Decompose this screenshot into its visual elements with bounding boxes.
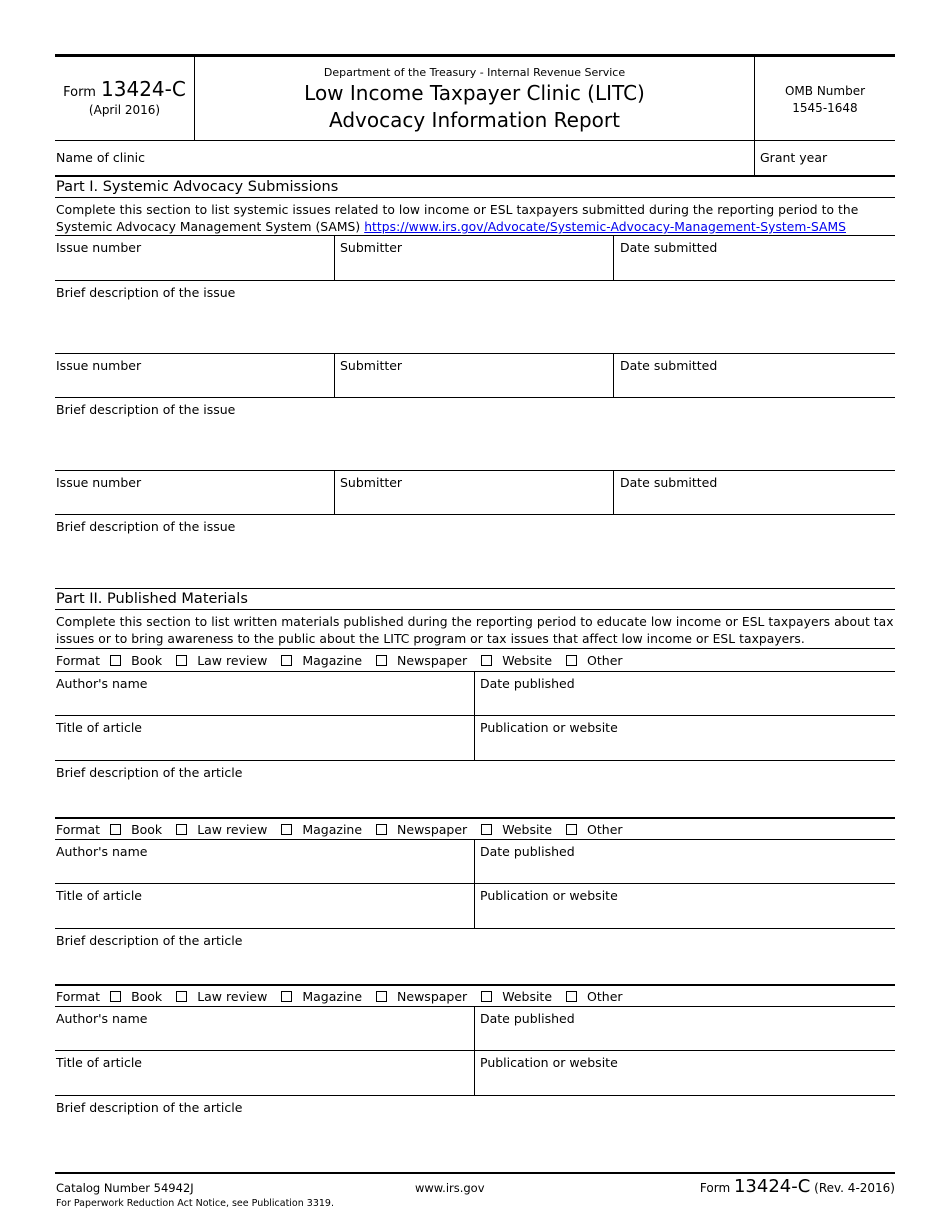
author-row [55, 672, 895, 716]
author-row [55, 840, 895, 884]
article-title-label: Title of article [56, 1055, 142, 1070]
other-option-label: Other [587, 652, 623, 668]
form-page [55, 54, 895, 1156]
submitter-field[interactable] [335, 471, 614, 514]
publication-label: Publication or website [480, 720, 618, 735]
footer-form-word: Form [699, 1181, 731, 1195]
other-checkbox[interactable] [566, 991, 577, 1002]
issue-description-field[interactable] [55, 398, 895, 471]
footer-revision: (Rev. 4-2016) [814, 1181, 895, 1195]
date-published-field[interactable] [475, 672, 895, 715]
form-word: Form [63, 85, 96, 100]
catalog-number: Catalog Number 54942J [56, 1181, 194, 1195]
issue-number-label: Issue number [56, 240, 142, 255]
part2-heading: Part II. Published Materials [55, 588, 895, 610]
paperwork-notice: For Paperwork Reduction Act Notice, see Publication 3319. [56, 1198, 334, 1209]
website-checkbox[interactable] [481, 824, 492, 835]
form-id-box [55, 57, 195, 140]
clinic-row [55, 141, 895, 176]
book-option-label: Book [131, 988, 163, 1004]
website-option-label: Website [502, 652, 553, 668]
author-name-field[interactable] [55, 672, 475, 715]
date-published-field[interactable] [475, 840, 895, 883]
newspaper-checkbox[interactable] [376, 824, 387, 835]
omb-number: 1545-1648 [792, 101, 858, 115]
law-review-checkbox[interactable] [176, 991, 187, 1002]
newspaper-option-label: Newspaper [397, 652, 468, 668]
issue-row [55, 354, 895, 398]
issue-row [55, 471, 895, 515]
clinic-name-label: Name of clinic [56, 150, 145, 165]
date-published-label: Date published [480, 1011, 575, 1026]
part1-heading: Part I. Systemic Advocacy Submissions [55, 176, 895, 198]
issue-number-label: Issue number [56, 358, 142, 373]
magazine-checkbox[interactable] [281, 824, 292, 835]
submitter-label: Submitter [340, 475, 403, 490]
magazine-checkbox[interactable] [281, 991, 292, 1002]
form-title-line1: Low Income Taxpayer Clinic (LITC) [304, 81, 645, 105]
publication-label: Publication or website [480, 1055, 618, 1070]
form-footer [55, 1172, 895, 1209]
date-published-field[interactable] [475, 1007, 895, 1050]
part1-instructions-text: Complete this section to list systemic issues related to low income or ESL taxpayers submitted during the reporting period to the Systemic Advocacy Management System (SAMS) [56, 203, 859, 234]
other-option-label: Other [587, 988, 623, 1004]
issue-description-label: Brief description of the issue [56, 285, 236, 300]
article-title-label: Title of article [56, 888, 142, 903]
magazine-checkbox[interactable] [281, 655, 292, 666]
issue-number-field[interactable] [55, 236, 335, 280]
website-checkbox[interactable] [481, 991, 492, 1002]
article-description-label: Brief description of the article [56, 765, 243, 780]
book-checkbox[interactable] [110, 655, 121, 666]
issue-number-field[interactable] [55, 471, 335, 514]
issue-row [55, 236, 895, 281]
format-label: Format [56, 821, 101, 837]
book-checkbox[interactable] [110, 991, 121, 1002]
date-submitted-field[interactable] [614, 471, 895, 514]
date-published-label: Date published [480, 676, 575, 691]
author-name-field[interactable] [55, 1007, 475, 1050]
website-option-label: Website [502, 988, 553, 1004]
newspaper-checkbox[interactable] [376, 991, 387, 1002]
irs-website: www.irs.gov [415, 1181, 485, 1195]
date-published-label: Date published [480, 844, 575, 859]
date-submitted-label: Date submitted [620, 358, 718, 373]
law-review-option-label: Law review [197, 988, 268, 1004]
issue-number-field[interactable] [55, 354, 335, 397]
website-option-label: Website [502, 821, 553, 837]
grant-year-label: Grant year [760, 150, 828, 165]
article-title-label: Title of article [56, 720, 142, 735]
article-description-field[interactable] [55, 1096, 895, 1156]
book-checkbox[interactable] [110, 824, 121, 835]
date-submitted-field[interactable] [614, 354, 895, 397]
issue-description-label: Brief description of the issue [56, 402, 236, 417]
date-submitted-label: Date submitted [620, 475, 718, 490]
grant-year-field[interactable] [755, 141, 895, 175]
format-row [55, 817, 895, 840]
law-review-checkbox[interactable] [176, 824, 187, 835]
book-option-label: Book [131, 652, 163, 668]
article-description-field[interactable] [55, 761, 895, 817]
submitter-label: Submitter [340, 240, 403, 255]
omb-box [755, 57, 895, 140]
form-date: (April 2016) [88, 103, 161, 117]
author-row [55, 1007, 895, 1051]
format-label: Format [56, 988, 101, 1004]
title-row [55, 716, 895, 761]
department-line: Department of the Treasury - Internal Revenue Service [323, 66, 626, 79]
title-row [55, 884, 895, 929]
publication-field[interactable] [475, 716, 895, 760]
law-review-option-label: Law review [197, 821, 268, 837]
part1-instructions [55, 198, 895, 236]
magazine-option-label: Magazine [302, 821, 363, 837]
law-review-option-label: Law review [197, 652, 268, 668]
format-row [55, 984, 895, 1007]
sams-link[interactable]: https://www.irs.gov/Advocate/Systemic-Advocacy-Management-System-SAMS [364, 220, 846, 234]
title-row [55, 1051, 895, 1096]
date-submitted-field[interactable] [614, 236, 895, 280]
publication-label: Publication or website [480, 888, 618, 903]
submitter-field[interactable] [335, 236, 614, 280]
date-submitted-label: Date submitted [620, 240, 718, 255]
part2-instructions: Complete this section to list written materials published during the reporting period to educate low income or ESL taxpayers about tax issues or to bring awareness to the public about the LITC program or tax issues that affect low income or ESL taxpayers. [55, 610, 895, 649]
footer-form-number: 13424-C [733, 1176, 811, 1197]
publication-field[interactable] [475, 884, 895, 928]
other-checkbox[interactable] [566, 655, 577, 666]
issue-description-field[interactable] [55, 515, 895, 588]
issue-description-label: Brief description of the issue [56, 519, 236, 534]
newspaper-checkbox[interactable] [376, 655, 387, 666]
article-title-field[interactable] [55, 884, 475, 928]
clinic-name-field[interactable] [55, 141, 755, 175]
form-number: 13424-C [101, 77, 186, 101]
issue-description-field[interactable] [55, 281, 895, 354]
form-header [55, 57, 895, 141]
magazine-option-label: Magazine [302, 652, 363, 668]
submitter-label: Submitter [340, 358, 403, 373]
author-name-field[interactable] [55, 840, 475, 883]
newspaper-option-label: Newspaper [397, 821, 468, 837]
publication-field[interactable] [475, 1051, 895, 1095]
book-option-label: Book [131, 821, 163, 837]
format-row [55, 649, 895, 672]
title-box [195, 57, 755, 140]
omb-label: OMB Number [784, 84, 866, 98]
law-review-checkbox[interactable] [176, 655, 187, 666]
newspaper-option-label: Newspaper [397, 988, 468, 1004]
article-description-field[interactable] [55, 929, 895, 984]
magazine-option-label: Magazine [302, 988, 363, 1004]
article-description-label: Brief description of the article [56, 933, 243, 948]
author-name-label: Author's name [56, 676, 148, 691]
website-checkbox[interactable] [481, 655, 492, 666]
author-name-label: Author's name [56, 844, 148, 859]
format-label: Format [56, 652, 101, 668]
author-name-label: Author's name [56, 1011, 148, 1026]
issue-number-label: Issue number [56, 475, 142, 490]
submitter-field[interactable] [335, 354, 614, 397]
footer-form-id [700, 1176, 895, 1197]
other-option-label: Other [587, 821, 623, 837]
form-title-line2: Advocacy Information Report [329, 108, 620, 132]
article-title-field[interactable] [55, 1051, 475, 1095]
article-title-field[interactable] [55, 716, 475, 760]
other-checkbox[interactable] [566, 824, 577, 835]
article-description-label: Brief description of the article [56, 1100, 243, 1115]
